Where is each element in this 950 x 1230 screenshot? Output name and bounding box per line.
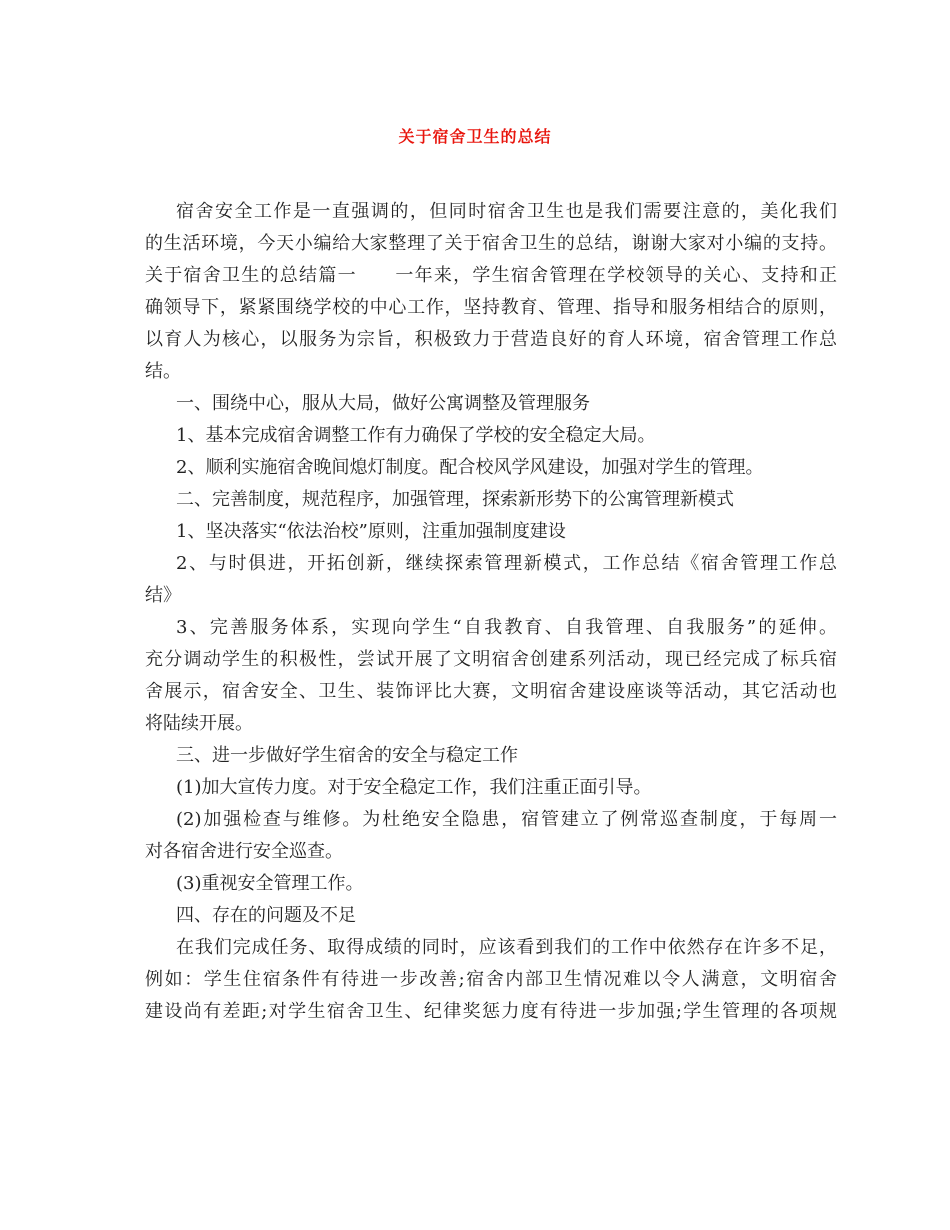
text-line: 以育人为核心，以服务为宗旨，积极致力于营造良好的育人环境，宿舍管理工作总 (145, 329, 837, 350)
text-line: 宿舍安全工作是一直强调的，但同时宿舍卫生也是我们需要注意的，美化我们 (176, 201, 837, 222)
text-line: 舍展示，宿舍安全、卫生、装饰评比大赛，文明宿舍建设座谈等活动，其它活动也 (145, 681, 837, 702)
text-line: 四、存在的问题及不足 (176, 905, 356, 926)
text-line: 2、与时俱进，开拓创新，继续探索管理新模式，工作总结《宿舍管理工作总 (176, 553, 837, 574)
document-title: 关于宿舍卫生的总结 (398, 127, 552, 146)
text-line: 关于宿舍卫生的总结篇一 一年来，学生宿舍管理在学校领导的关心、支持和正 (145, 265, 837, 286)
text-line: 对各宿舍进行安全巡查。 (145, 841, 343, 862)
text-line: (2)加强检查与维修。为杜绝安全隐患，宿管建立了例常巡查制度，于每周一 (176, 809, 837, 830)
text-line: 三、进一步做好学生宿舍的安全与稳定工作 (176, 745, 518, 766)
text-line: 结》 (145, 585, 181, 606)
text-line: 1、基本完成宿舍调整工作有力确保了学校的安全稳定大局。 (176, 425, 656, 446)
document-body (145, 196, 837, 1028)
text-line: (3)重视安全管理工作。 (176, 873, 364, 894)
text-line: (1)加大宣传力度。对于安全稳定工作，我们注重正面引导。 (176, 777, 652, 798)
text-line: 例如：学生住宿条件有待进一步改善;宿舍内部卫生情况难以令人满意，文明宿舍 (145, 969, 837, 990)
text-line: 的生活环境，今天小编给大家整理了关于宿舍卫生的总结，谢谢大家对小编的支持。 (145, 233, 837, 254)
text-line: 1、坚决落实“依法治校”原则，注重加强制度建设 (176, 521, 566, 542)
text-line: 二、完善制度，规范程序，加强管理，探索新形势下的公寓管理新模式 (176, 489, 734, 510)
text-line: 结。 (145, 361, 181, 382)
text-line: 2、顺利实施宿舍晚间熄灯制度。配合校风学风建设，加强对学生的管理。 (176, 457, 764, 478)
text-line: 在我们完成任务、取得成绩的同时，应该看到我们的工作中依然存在许多不足， (176, 937, 837, 958)
text-line: 建设尚有差距;对学生宿舍卫生、纪律奖惩力度有待进一步加强;学生管理的各项规 (145, 1001, 837, 1022)
text-line: 充分调动学生的积极性，尝试开展了文明宿舍创建系列活动，现已经完成了标兵宿 (145, 649, 837, 670)
text-line: 一、围绕中心，服从大局，做好公寓调整及管理服务 (176, 393, 590, 414)
text-line: 3、完善服务体系，实现向学生“自我教育、自我管理、自我服务”的延伸。 (176, 617, 837, 638)
text-line: 将陆续开展。 (145, 713, 253, 734)
text-line: 确领导下，紧紧围绕学校的中心工作，坚持教育、管理、指导和服务相结合的原则， (145, 297, 837, 318)
